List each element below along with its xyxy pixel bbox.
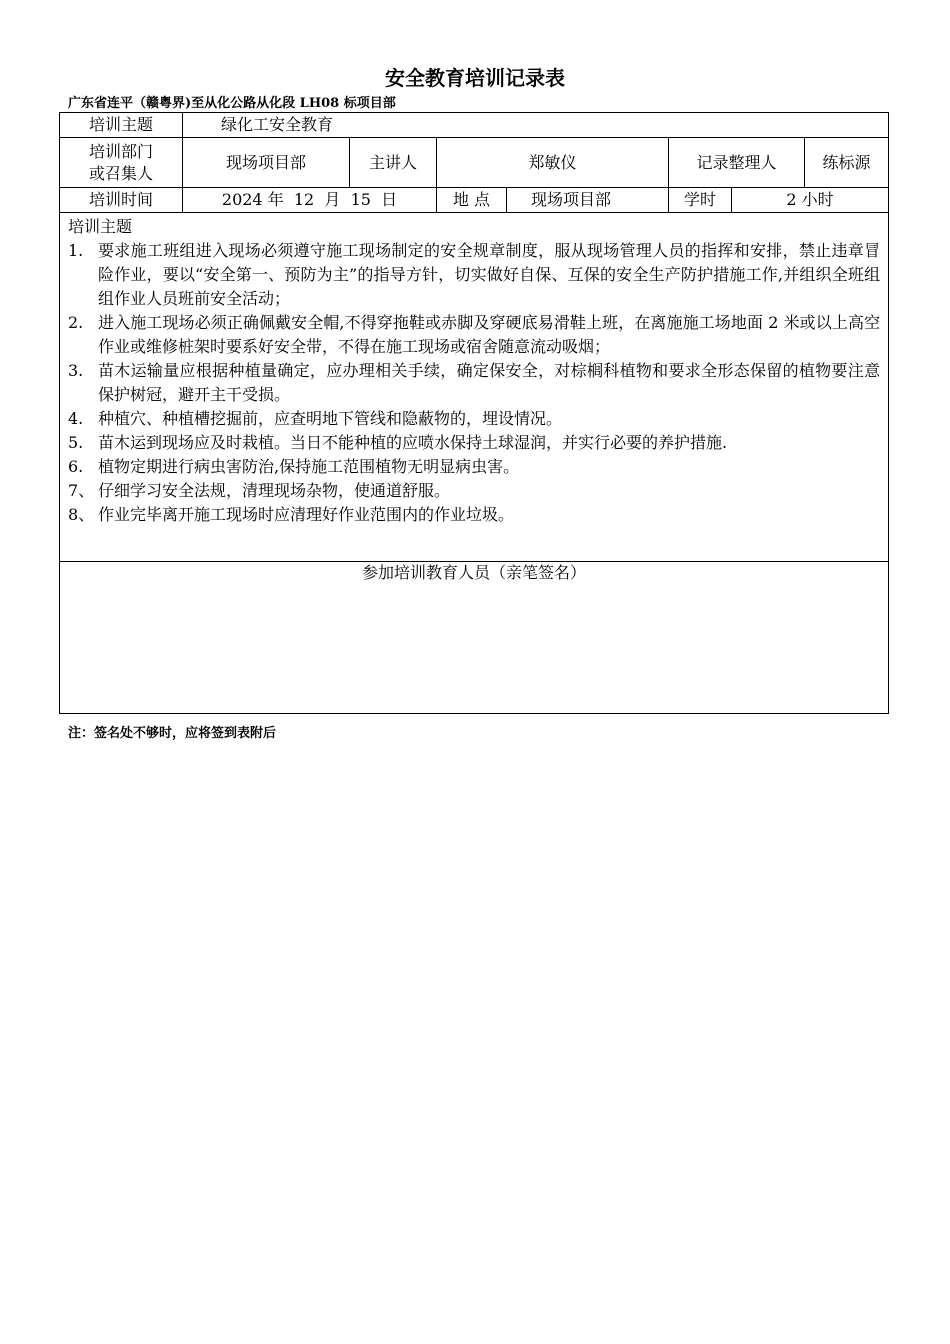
document-title: 安全教育培训记录表 bbox=[385, 66, 565, 90]
list-item bbox=[68, 455, 880, 479]
hours-value: 2 小时 bbox=[732, 188, 889, 213]
organization-name: 广东省连平（赣粤界)至从化公路从化段 LH08 标项目部 bbox=[68, 96, 396, 111]
place-value: 现场项目部 bbox=[507, 188, 669, 213]
time-label: 培训时间 bbox=[60, 188, 183, 213]
footnote: 注：签名处不够时，应将签到表附后 bbox=[68, 726, 277, 741]
list-item-text: 进入施工现场必须正确佩戴安全帽,不得穿拖鞋或赤脚及穿硬底易滑鞋上班，在离施施工场地面 2 米或以上高空作业或维修桩架时要系好安全带，不得在施工现场或宿舍随意流动吸烟； bbox=[98, 313, 881, 356]
signature-row bbox=[60, 562, 889, 714]
list-item bbox=[68, 311, 880, 359]
department-value: 现场项目部 bbox=[183, 138, 350, 188]
list-item-text: 仔细学习安全法规，清理现场杂物，使通道舒服。 bbox=[98, 481, 451, 500]
speaker-label: 主讲人 bbox=[350, 138, 437, 188]
list-item bbox=[68, 239, 880, 311]
list-item-number: 1. bbox=[68, 241, 84, 260]
topic-row bbox=[60, 113, 889, 138]
list-item-number: 2. bbox=[68, 313, 84, 332]
topic-label: 培训主题 bbox=[60, 113, 183, 138]
list-item-number: 5. bbox=[68, 433, 84, 452]
time-value: 2024 年 12 月 15 日 bbox=[183, 188, 437, 213]
list-item-text: 苗木运输量应根据种植量确定，应办理相关手续，确定保安全，对棕榈科植物和要求全形态保留的植物要注意保护树冠，避开主干受损。 bbox=[98, 361, 881, 404]
list-item bbox=[68, 431, 880, 455]
content-row bbox=[60, 213, 889, 562]
list-item bbox=[68, 503, 880, 527]
topic-value: 绿化工安全教育 bbox=[183, 113, 889, 138]
list-item-number: 3. bbox=[68, 361, 84, 380]
list-item-number: 4. bbox=[68, 409, 84, 428]
content-cell bbox=[60, 213, 889, 562]
content-heading: 培训主题 bbox=[68, 217, 133, 236]
list-item-text: 要求施工班组进入现场必须遵守施工现场制定的安全规章制度，服从现场管理人员的指挥和安排，禁止违章冒险作业，要以“安全第一、预防为主”的指导方针，切实做好自保、互保的安全生产防护措施工作,并组织全班组组作业人员班前安全活动； bbox=[98, 241, 881, 308]
hours-label: 学时 bbox=[669, 188, 732, 213]
list-item-number: 6. bbox=[68, 457, 84, 476]
department-label-line2: 或召集人 bbox=[88, 163, 153, 183]
department-label-line1: 培训部门 bbox=[88, 141, 153, 161]
place-label: 地 点 bbox=[437, 188, 507, 213]
signature-heading: 参加培训教育人员（亲笔签名） bbox=[362, 563, 587, 582]
content-list bbox=[68, 239, 880, 527]
list-item-text: 苗木运到现场应及时栽植。当日不能种植的应喷水保持土球湿润，并实行必要的养护措施. bbox=[98, 433, 728, 452]
department-row bbox=[60, 138, 889, 188]
recorder-label: 记录整理人 bbox=[669, 138, 805, 188]
recorder-value: 练标源 bbox=[805, 138, 889, 188]
list-item-number: 7、 bbox=[68, 481, 95, 500]
list-item bbox=[68, 359, 880, 407]
list-item-text: 作业完毕离开施工现场时应清理好作业范围内的作业垃圾。 bbox=[98, 505, 515, 524]
speaker-value: 郑敏仪 bbox=[437, 138, 669, 188]
department-label bbox=[60, 138, 183, 188]
list-item bbox=[68, 479, 880, 503]
list-item-text: 种植穴、种植槽挖掘前，应查明地下管线和隐蔽物的，埋设情况。 bbox=[98, 409, 563, 428]
signature-area[interactable] bbox=[60, 562, 889, 714]
list-item bbox=[68, 407, 880, 431]
training-record-table bbox=[59, 112, 889, 714]
time-row bbox=[60, 188, 889, 213]
list-item-number: 8、 bbox=[68, 505, 95, 524]
list-item-text: 植物定期进行病虫害防治,保持施工范围植物无明显病虫害。 bbox=[98, 457, 520, 476]
